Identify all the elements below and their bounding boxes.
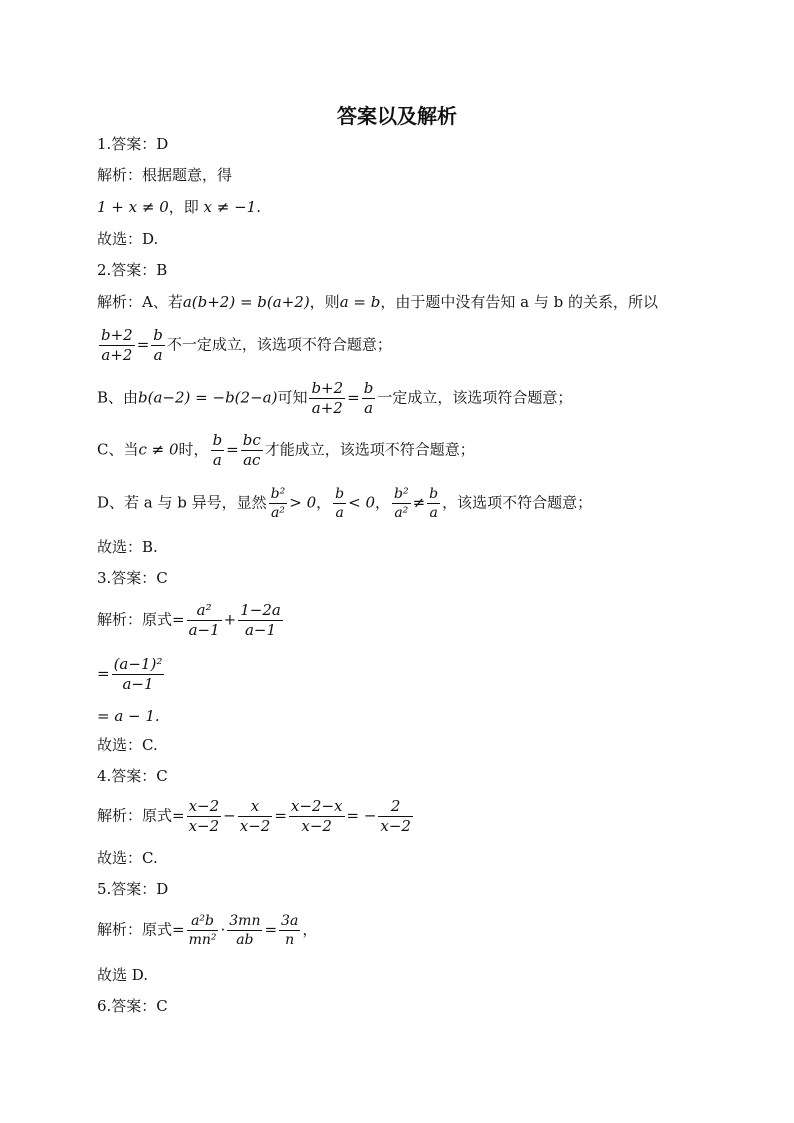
equals-sign: =	[226, 440, 239, 459]
numerator: 1−2a	[240, 601, 281, 619]
q2-a-math2: a = b	[339, 293, 381, 311]
numerator: x	[238, 799, 273, 817]
q4-line-1	[97, 799, 415, 834]
denominator: a	[335, 505, 344, 521]
numerator: b	[363, 379, 374, 397]
fraction	[392, 487, 411, 520]
numerator: (a−1)²	[113, 655, 163, 673]
denominator: a−1	[244, 621, 277, 639]
comma: ，	[302, 920, 318, 939]
numerator: b	[335, 486, 345, 502]
q1-mid: ，即	[168, 198, 204, 216]
denominator: a²	[394, 505, 409, 521]
denominator: n	[285, 932, 295, 948]
q3-pre: 解析：原式=	[97, 610, 185, 629]
denominator: mn²	[188, 932, 217, 948]
numerator: bc	[242, 431, 261, 449]
q2-line-c	[97, 433, 475, 468]
fraction	[187, 799, 222, 834]
q5-pre: 解析：原式=	[97, 920, 185, 939]
denominator: a	[153, 346, 163, 364]
q2-b-text: 一定成立，该选项符合题意；	[377, 388, 573, 407]
numerator: b+2	[311, 379, 344, 397]
q2-line-a	[97, 295, 658, 310]
denominator: x−2	[301, 817, 332, 835]
numerator: b	[153, 326, 163, 344]
fraction	[362, 381, 376, 416]
comma: ，	[375, 493, 391, 512]
q2-c-math: c ≠ 0	[138, 440, 179, 459]
numerator: x−2−x	[290, 797, 343, 815]
q2-c-text: 才能成立，该选项不符合题意；	[264, 440, 475, 459]
q1-end: .	[256, 198, 262, 216]
minus-sign: −	[223, 806, 236, 825]
fraction	[333, 487, 346, 520]
equals-sign: =	[347, 388, 360, 407]
q4-choose: 故选：C.	[97, 849, 158, 867]
q1-analysis-line: 解析：根据题意，得	[97, 166, 233, 184]
q2-b-math: b(a−2) = −b(2−a)	[138, 388, 278, 407]
fraction	[279, 914, 300, 947]
q2-line-d	[97, 487, 592, 520]
q1-math2: x ≠ −1	[203, 198, 257, 216]
fraction	[211, 433, 225, 468]
q2-answer: 2.答案：B	[97, 261, 168, 279]
fraction	[238, 799, 273, 834]
q5-choose: 故选 D.	[97, 966, 149, 984]
q5-line-1	[97, 914, 317, 947]
q2-line-a2	[97, 328, 392, 363]
numerator: b	[212, 431, 223, 449]
equals-sign: = −	[346, 806, 377, 825]
equals-sign: =	[97, 664, 110, 683]
greater-than: > 0	[289, 493, 317, 512]
numerator: b²	[270, 486, 286, 502]
numerator: b²	[394, 486, 409, 502]
fraction	[427, 487, 440, 520]
q1-analysis-math-line	[97, 200, 261, 215]
equals-sign: =	[274, 806, 287, 825]
denominator: a+2	[311, 399, 343, 417]
denominator: a²	[270, 505, 285, 521]
q2-a-mid: ，则	[309, 293, 340, 311]
fraction	[309, 381, 345, 416]
denominator: x−2	[239, 817, 271, 835]
q3-line-1	[97, 603, 285, 638]
q2-choose: 故选：B.	[97, 538, 158, 556]
q3-line-2	[97, 657, 166, 692]
q3-answer: 3.答案：C	[97, 569, 168, 587]
fraction	[187, 603, 222, 638]
denominator: x−2	[188, 817, 220, 835]
numerator: a²	[187, 603, 222, 621]
fraction	[289, 799, 345, 834]
denominator: ab	[236, 932, 254, 948]
fraction	[187, 914, 219, 947]
numerator: 3a	[281, 913, 299, 929]
fraction	[99, 328, 135, 363]
denominator: a+2	[101, 346, 133, 364]
page-title: 答案以及解析	[337, 104, 457, 128]
fraction	[238, 603, 283, 638]
fraction	[241, 433, 263, 468]
fraction	[151, 328, 165, 363]
q2-c-pre: C、当	[97, 440, 139, 459]
multiplication-dot: ·	[220, 920, 226, 939]
numerator: a²b	[187, 914, 219, 931]
q4-pre: 解析：原式=	[97, 806, 185, 825]
q2-a-post: ，由于题中没有告知 a 与 b 的关系，所以	[380, 293, 658, 311]
q2-a-pre: 解析：A、若	[97, 293, 183, 311]
q2-b-pre: B、由	[97, 388, 139, 407]
q1-math: 1 + x ≠ 0	[97, 198, 169, 216]
q6-answer: 6.答案：C	[97, 997, 168, 1015]
denominator: a−1	[188, 621, 220, 639]
q2-d-pre: D、若 a 与 b 异号，显然	[97, 493, 267, 512]
fraction	[227, 914, 262, 947]
q3-choose: 故选：C.	[97, 736, 158, 754]
denominator: ac	[243, 451, 261, 469]
plus-sign: +	[223, 610, 237, 629]
q2-d-text: ，该选项不符合题意；	[442, 493, 593, 512]
q2-b-mid: 可知	[277, 388, 308, 407]
numerator: b+2	[101, 326, 133, 344]
denominator: a	[364, 399, 374, 417]
denominator: a	[429, 505, 438, 521]
denominator: a	[212, 451, 222, 469]
fraction	[112, 657, 165, 692]
q1-choose: 故选：D.	[97, 230, 159, 248]
equals-sign: =	[136, 335, 150, 354]
numerator: b	[429, 486, 439, 502]
equals-sign: =	[264, 920, 278, 939]
numerator: 2	[378, 799, 413, 817]
numerator: x−2	[188, 797, 220, 815]
less-than: < 0	[348, 493, 375, 512]
q5-answer: 5.答案：D	[97, 880, 169, 898]
q3-line-3: = a − 1.	[97, 707, 160, 725]
not-equal: ≠	[412, 493, 426, 512]
denominator: a−1	[122, 675, 154, 693]
q2-c-mid: 时，	[178, 440, 209, 459]
q2-line-b	[97, 381, 572, 416]
comma: ，	[316, 493, 332, 512]
q4-answer: 4.答案：C	[97, 767, 168, 785]
denominator: x−2	[380, 817, 411, 835]
q2-a-text: 不一定成立，该选项不符合题意；	[166, 335, 392, 354]
q1-answer: 1.答案：D	[97, 135, 169, 153]
q2-a-math: a(b+2) = b(a+2)	[182, 293, 310, 311]
fraction	[378, 799, 413, 834]
numerator: 3mn	[229, 913, 261, 929]
fraction	[269, 487, 288, 520]
